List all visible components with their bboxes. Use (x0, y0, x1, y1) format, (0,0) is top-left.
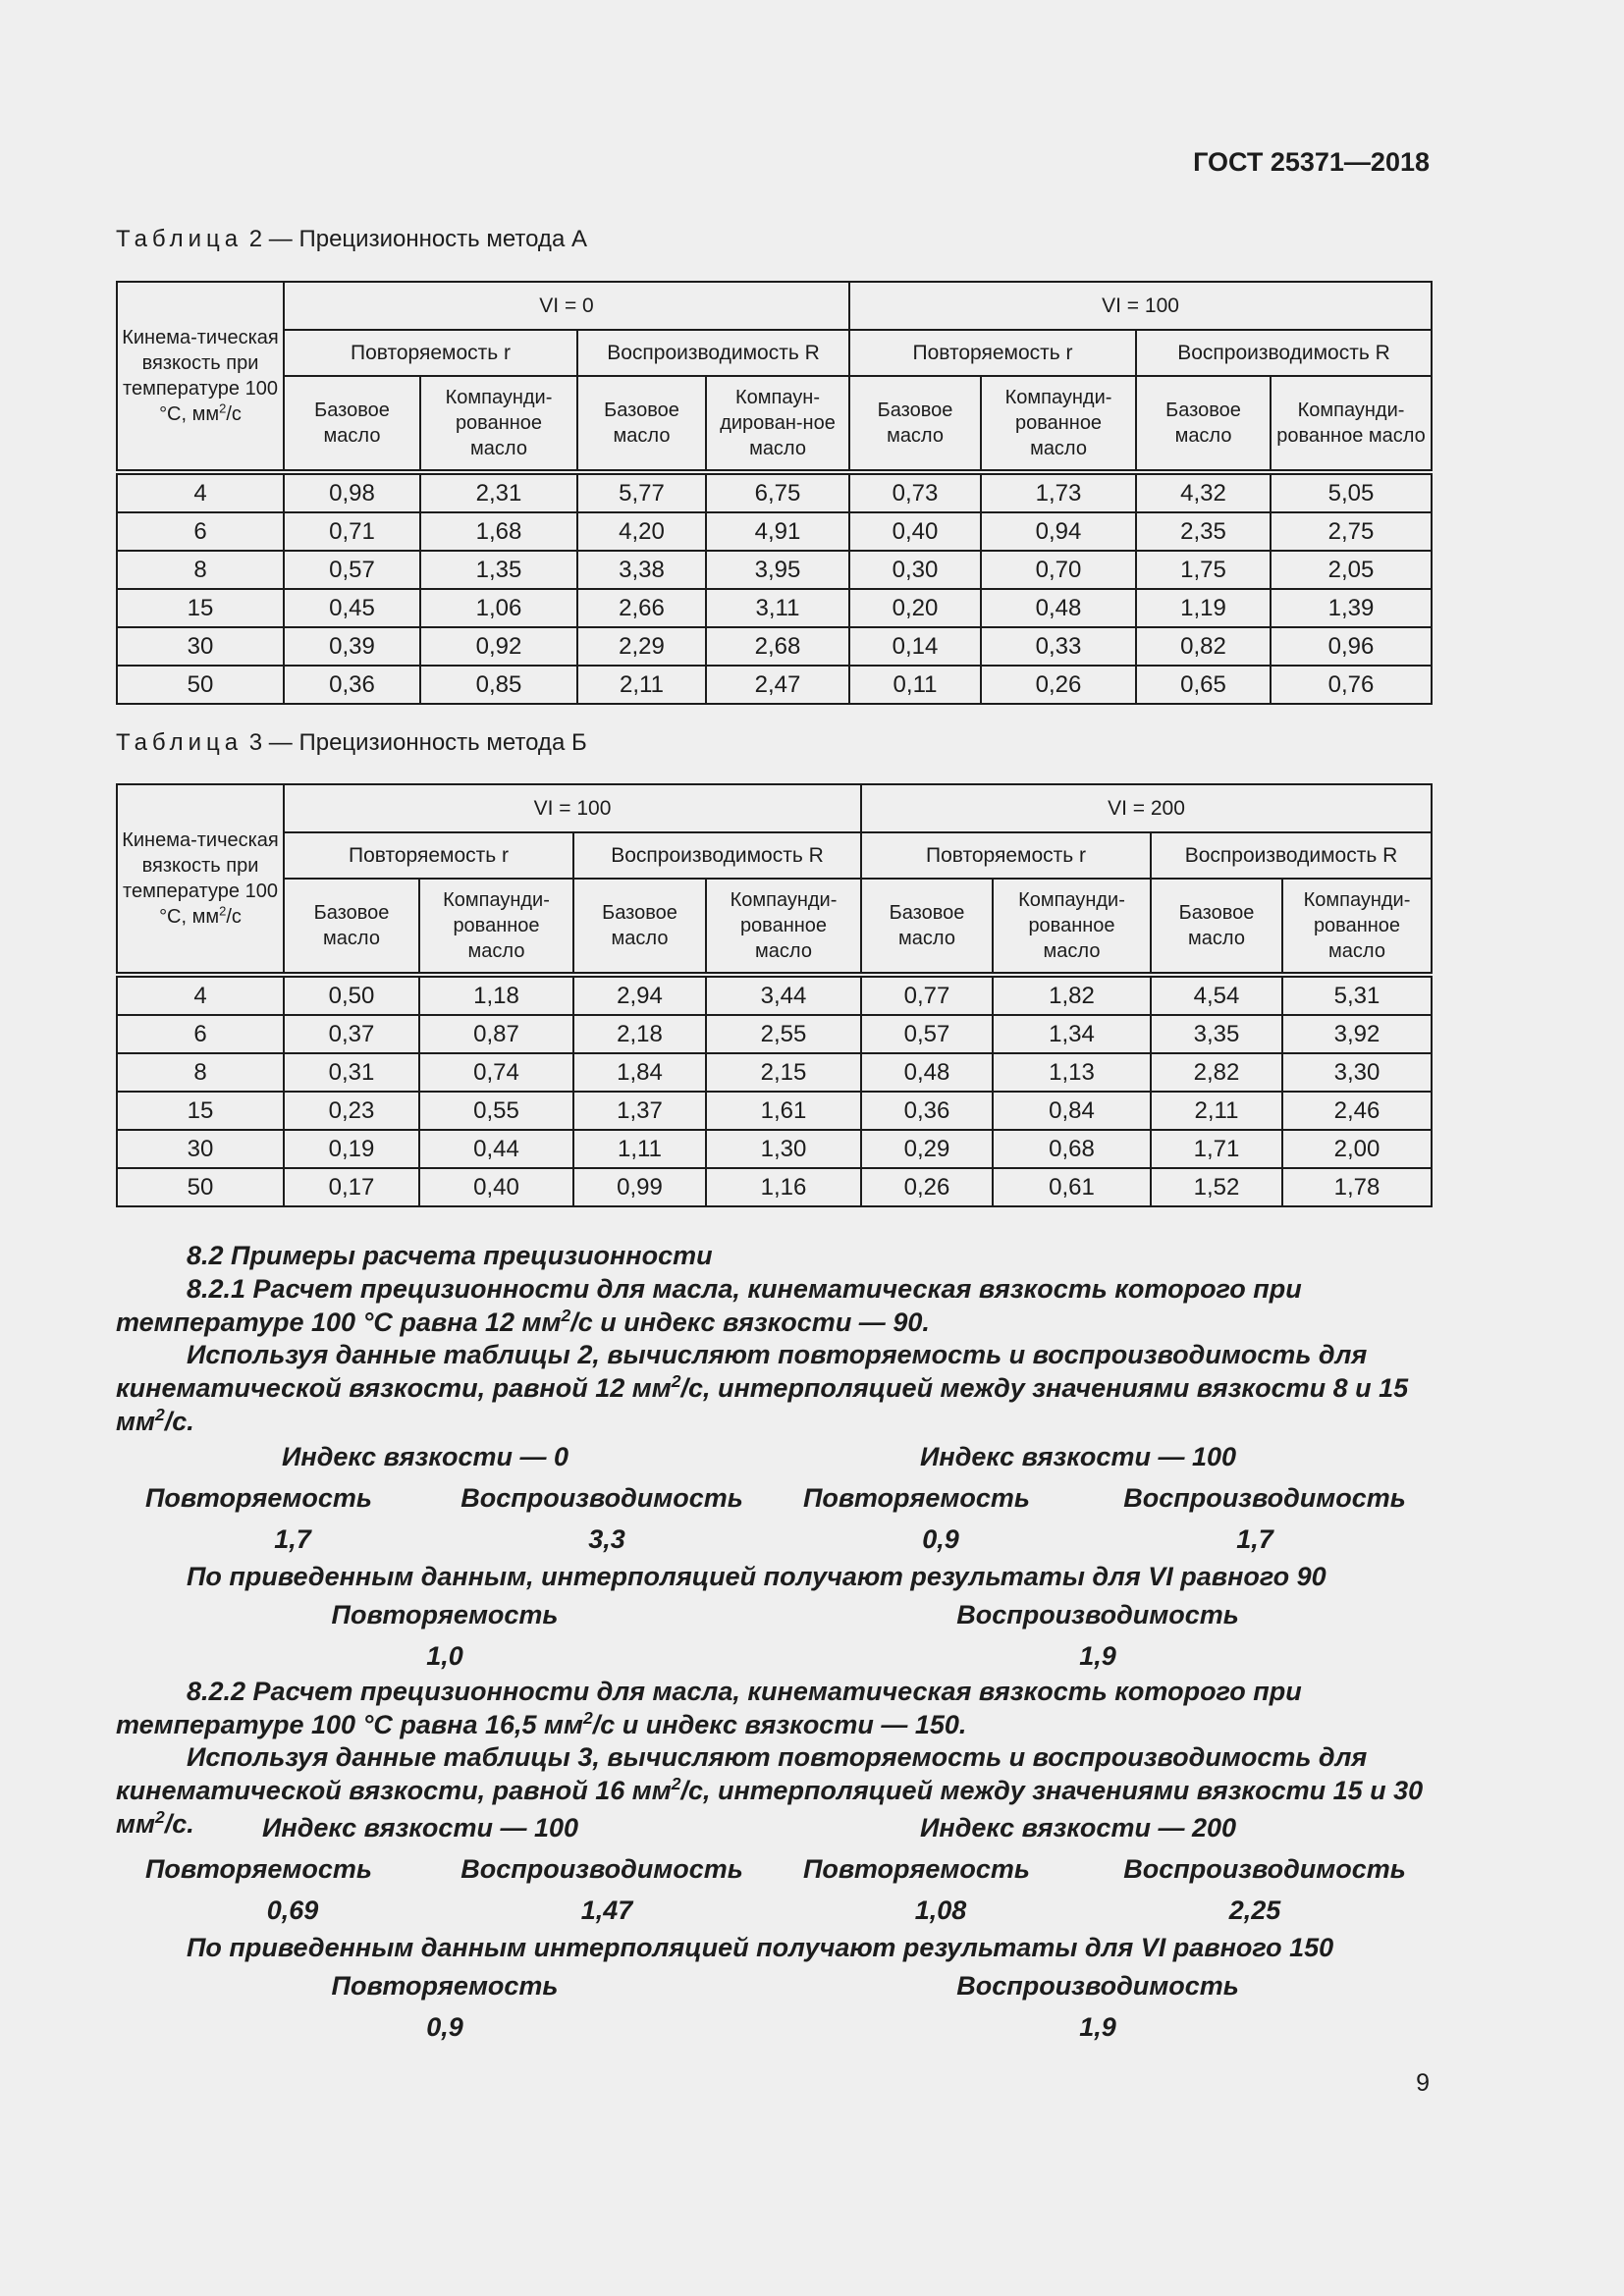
value-cell: 1,37 (573, 1092, 706, 1130)
ex2-result-rep-value: 0,9 (426, 2012, 463, 2042)
value-cell: 0,76 (1271, 666, 1432, 704)
value-cell: 4,54 (1151, 975, 1282, 1015)
table-row (117, 1130, 1432, 1168)
table-row (117, 512, 1432, 551)
table3-header-compounded-oil: Компаунди-рованное масло (419, 879, 573, 975)
ex1-result-repro-label: Воспроизводимость (956, 1600, 1239, 1629)
table3-header-group2: VI = 200 (861, 784, 1432, 832)
table2-header-reproducibility: Воспроизводимость R (1136, 330, 1432, 376)
value-cell: 1,11 (573, 1130, 706, 1168)
value-cell: 0,44 (419, 1130, 573, 1168)
ex1-result-rep-label: Повторяемость (331, 1600, 559, 1629)
value-cell: 1,84 (573, 1053, 706, 1092)
value-cell: 2,18 (573, 1015, 706, 1053)
value-cell: 0,77 (861, 975, 993, 1015)
value-cell: 0,14 (849, 627, 981, 666)
value-cell: 0,71 (284, 512, 420, 551)
ex1-value-4: 1,7 (1236, 1524, 1273, 1554)
viscosity-cell: 8 (117, 1053, 284, 1092)
value-cell: 0,45 (284, 589, 420, 627)
value-cell: 4,91 (706, 512, 849, 551)
value-cell: 2,66 (577, 589, 706, 627)
paragraph-8-2-2: 8.2.2 Расчет прецизионности для масла, кинематическая вязкость которого при температуре 100 °С равна 16,5 $мм^2/с$ и индекс вязкости — 150. (116, 1677, 1302, 1739)
value-cell: 6,75 (706, 472, 849, 512)
table-row (117, 551, 1432, 589)
viscosity-cell: 8 (117, 551, 284, 589)
table-row (117, 666, 1432, 704)
value-cell: 0,30 (849, 551, 981, 589)
viscosity-cell: 15 (117, 589, 284, 627)
section-title: 8.2 Примеры расчета прецизионности (187, 1241, 713, 1270)
value-cell: 0,48 (981, 589, 1136, 627)
value-cell: 2,11 (1151, 1092, 1282, 1130)
table2-caption (116, 226, 587, 253)
ex1-value-1: 1,7 (274, 1524, 311, 1554)
viscosity-cell: 15 (117, 1092, 284, 1130)
value-cell: 2,46 (1282, 1092, 1432, 1130)
value-cell: 0,37 (284, 1015, 419, 1053)
table2-header-repeatability: Повторяемость r (849, 330, 1136, 376)
value-cell: 1,78 (1282, 1168, 1432, 1206)
value-cell: 2,15 (706, 1053, 861, 1092)
table3-caption (116, 729, 587, 757)
value-cell: 2,05 (1271, 551, 1432, 589)
ex1-repro-b: Воспроизводимость (1123, 1483, 1406, 1513)
table3-caption-label: Таблица (116, 729, 244, 756)
table-row (117, 1092, 1432, 1130)
value-cell: 5,77 (577, 472, 706, 512)
value-cell: 0,48 (861, 1053, 993, 1092)
table3-header-base-oil: Базовое масло (861, 879, 993, 975)
ex2-result-repro-value: 1,9 (1079, 2012, 1116, 2042)
value-cell: 0,36 (284, 666, 420, 704)
table3-header-base-oil: Базовое масло (1151, 879, 1282, 975)
table3-caption-title: 3 — Прецизионность метода Б (248, 729, 587, 756)
value-cell: 3,44 (706, 975, 861, 1015)
value-cell: 2,55 (706, 1015, 861, 1053)
value-cell: 1,06 (420, 589, 577, 627)
ex1-index-b: Индекс вязкости — 100 (919, 1442, 1236, 1471)
value-cell: 0,94 (981, 512, 1136, 551)
value-cell: 0,61 (993, 1168, 1151, 1206)
value-cell: 1,75 (1136, 551, 1271, 589)
value-cell: 0,40 (849, 512, 981, 551)
table-row (117, 627, 1432, 666)
table2-header-base-oil: Базовое масло (849, 376, 981, 472)
table2-header-group1: VI = 0 (284, 282, 849, 330)
value-cell: 5,31 (1282, 975, 1432, 1015)
viscosity-cell: 6 (117, 512, 284, 551)
value-cell: 2,00 (1282, 1130, 1432, 1168)
ex2-rep-a: Повторяемость (145, 1854, 372, 1884)
table-row (117, 975, 1432, 1015)
value-cell: 2,68 (706, 627, 849, 666)
value-cell: 3,30 (1282, 1053, 1432, 1092)
value-cell: 4,32 (1136, 472, 1271, 512)
table3 (116, 783, 1433, 1207)
value-cell: 0,55 (419, 1092, 573, 1130)
table3-header-base-oil: Базовое масло (284, 879, 419, 975)
viscosity-cell: 50 (117, 666, 284, 704)
viscosity-cell: 4 (117, 975, 284, 1015)
ex1-rep-a: Повторяемость (145, 1483, 372, 1513)
ex2-value-3: 1,08 (914, 1896, 967, 1925)
ex2-value-4: 2,25 (1228, 1896, 1281, 1925)
value-cell: 3,11 (706, 589, 849, 627)
value-cell: 0,98 (284, 472, 420, 512)
ex1-result-rep-value: 1,0 (426, 1641, 463, 1671)
table2-header-repeatability: Повторяемость r (284, 330, 577, 376)
value-cell: 2,75 (1271, 512, 1432, 551)
table2-caption-label: Таблица (116, 226, 244, 252)
table2-header-viscosity: Кинема-тическая вязкость при температуре 100 °С, $мм^2/с$ (117, 282, 284, 472)
value-cell: 3,38 (577, 551, 706, 589)
viscosity-cell: 30 (117, 627, 284, 666)
table2-header-base-oil: Базовое масло (1136, 376, 1271, 472)
value-cell: 0,65 (1136, 666, 1271, 704)
table2-header-reproducibility: Воспроизводимость R (577, 330, 849, 376)
value-cell: 1,35 (420, 551, 577, 589)
ex2-index-b: Индекс вязкости — 200 (919, 1813, 1236, 1842)
ex1-repro-a: Воспроизводимость (460, 1483, 743, 1513)
value-cell: 0,96 (1271, 627, 1432, 666)
value-cell: 3,92 (1282, 1015, 1432, 1053)
value-cell: 0,20 (849, 589, 981, 627)
value-cell: 2,11 (577, 666, 706, 704)
paragraph-8-2-2-method: Используя данные таблицы 3, вычисляют повторяемость и воспроизводимость для кинематической вязкости, равной 16 $мм^2/с$, интерполяцией между значениями вязкости 15 и 30 $мм^2/с$. (116, 1742, 1424, 1839)
table3-header-viscosity: Кинема-тическая вязкость при температуре 100 °С, $мм^2/с$ (117, 784, 284, 975)
value-cell: 0,23 (284, 1092, 419, 1130)
value-cell: 1,16 (706, 1168, 861, 1206)
value-cell: 2,29 (577, 627, 706, 666)
value-cell: 1,18 (419, 975, 573, 1015)
value-cell: 1,13 (993, 1053, 1151, 1092)
table3-header-compounded-oil: Компаунди-рованное масло (993, 879, 1151, 975)
value-cell: 4,20 (577, 512, 706, 551)
viscosity-cell: 4 (117, 472, 284, 512)
table3-header-reproducibility: Воспроизводимость R (1151, 832, 1432, 879)
ex1-result-line: По приведенным данным, интерполяцией получают результаты для VI равного 90 (187, 1562, 1326, 1591)
value-cell: 0,40 (419, 1168, 573, 1206)
ex2-value-1: 0,69 (266, 1896, 319, 1925)
value-cell: 0,39 (284, 627, 420, 666)
value-cell: 0,50 (284, 975, 419, 1015)
value-cell: 1,39 (1271, 589, 1432, 627)
value-cell: 1,30 (706, 1130, 861, 1168)
viscosity-cell: 30 (117, 1130, 284, 1168)
value-cell: 2,94 (573, 975, 706, 1015)
table2-header-base-oil: Базовое масло (577, 376, 706, 472)
table3-header-repeatability: Повторяемость r (284, 832, 573, 879)
value-cell: 0,57 (284, 551, 420, 589)
table3-header-compounded-oil: Компаунди-рованное масло (706, 879, 861, 975)
value-cell: 1,71 (1151, 1130, 1282, 1168)
viscosity-cell: 50 (117, 1168, 284, 1206)
value-cell: 0,82 (1136, 627, 1271, 666)
value-cell: 0,29 (861, 1130, 993, 1168)
ex1-value-3: 0,9 (922, 1524, 959, 1554)
value-cell: 0,26 (861, 1168, 993, 1206)
paragraph-8-2-1-method: Используя данные таблицы 2, вычисляют повторяемость и воспроизводимость для кинематической вязкости, равной 12 $мм^2/с$, интерполяцией между значениями вязкости 8 и 15 $мм^2/с$. (116, 1340, 1409, 1436)
page-number: 9 (1416, 2069, 1430, 2097)
ex1-rep-b: Повторяемость (803, 1483, 1030, 1513)
table-row (117, 1053, 1432, 1092)
table2-header-base-oil: Базовое масло (284, 376, 420, 472)
value-cell: 0,87 (419, 1015, 573, 1053)
value-cell: 1,68 (420, 512, 577, 551)
value-cell: 2,31 (420, 472, 577, 512)
table-row (117, 472, 1432, 512)
document-code: ГОСТ 25371—2018 (1193, 147, 1430, 177)
ex1-result-repro-value: 1,9 (1079, 1641, 1116, 1671)
ex2-result-line: По приведенным данным интерполяцией получают результаты для VI равного 150 (187, 1933, 1334, 1962)
ex2-index-a: Индекс вязкости — 100 (261, 1813, 578, 1842)
value-cell: 0,26 (981, 666, 1136, 704)
value-cell: 1,34 (993, 1015, 1151, 1053)
table2-header-compounded-oil: Компаунди-рованное масло (420, 376, 577, 472)
table3-header-base-oil: Базовое масло (573, 879, 706, 975)
value-cell: 0,70 (981, 551, 1136, 589)
ex2-result-repro-label: Воспроизводимость (956, 1971, 1239, 2001)
value-cell: 2,82 (1151, 1053, 1282, 1092)
table-row (117, 589, 1432, 627)
table3-header-reproducibility: Воспроизводимость R (573, 832, 861, 879)
value-cell: 0,84 (993, 1092, 1151, 1130)
value-cell: 0,92 (420, 627, 577, 666)
value-cell: 3,35 (1151, 1015, 1282, 1053)
value-cell: 5,05 (1271, 472, 1432, 512)
ex2-value-2: 1,47 (580, 1896, 633, 1925)
value-cell: 0,99 (573, 1168, 706, 1206)
value-cell: 2,35 (1136, 512, 1271, 551)
ex2-repro-a: Воспроизводимость (460, 1854, 743, 1884)
ex1-index-a: Индекс вязкости — 0 (282, 1442, 568, 1471)
value-cell: 0,68 (993, 1130, 1151, 1168)
value-cell: 1,61 (706, 1092, 861, 1130)
value-cell: 0,17 (284, 1168, 419, 1206)
table2-header-compounded-oil: Компаун-дирован-ное масло (706, 376, 849, 472)
ex2-rep-b: Повторяемость (803, 1854, 1030, 1884)
table2-header-compounded-oil: Компаунди-рованное масло (981, 376, 1136, 472)
value-cell: 0,33 (981, 627, 1136, 666)
value-cell: 1,82 (993, 975, 1151, 1015)
ex2-repro-b: Воспроизводимость (1123, 1854, 1406, 1884)
ex2-result-rep-label: Повторяемость (331, 1971, 559, 2001)
value-cell: 1,19 (1136, 589, 1271, 627)
value-cell: 1,73 (981, 472, 1136, 512)
value-cell: 3,95 (706, 551, 849, 589)
table2-header-compounded-oil: Компаунди-рованное масло (1271, 376, 1432, 472)
table3-header-compounded-oil: Компаунди-рованное масло (1282, 879, 1432, 975)
value-cell: 0,85 (420, 666, 577, 704)
table2 (116, 281, 1433, 705)
ex1-value-2: 3,3 (588, 1524, 625, 1554)
paragraph-8-2-1: 8.2.1 Расчет прецизионности для масла, кинематическая вязкость которого при температуре 100 °С равна 12 $мм^2/с$ и индекс вязкости — 90. (116, 1274, 1302, 1337)
value-cell: 0,73 (849, 472, 981, 512)
table2-caption-title: 2 — Прецизионность метода А (248, 226, 587, 252)
table-row (117, 1015, 1432, 1053)
viscosity-cell: 6 (117, 1015, 284, 1053)
table2-header-group2: VI = 100 (849, 282, 1432, 330)
value-cell: 0,74 (419, 1053, 573, 1092)
value-cell: 0,31 (284, 1053, 419, 1092)
value-cell: 0,36 (861, 1092, 993, 1130)
table3-header-group1: VI = 100 (284, 784, 861, 832)
table-row (117, 1168, 1432, 1206)
value-cell: 0,19 (284, 1130, 419, 1168)
value-cell: 1,52 (1151, 1168, 1282, 1206)
table3-header-repeatability: Повторяемость r (861, 832, 1151, 879)
value-cell: 2,47 (706, 666, 849, 704)
value-cell: 0,11 (849, 666, 981, 704)
value-cell: 0,57 (861, 1015, 993, 1053)
